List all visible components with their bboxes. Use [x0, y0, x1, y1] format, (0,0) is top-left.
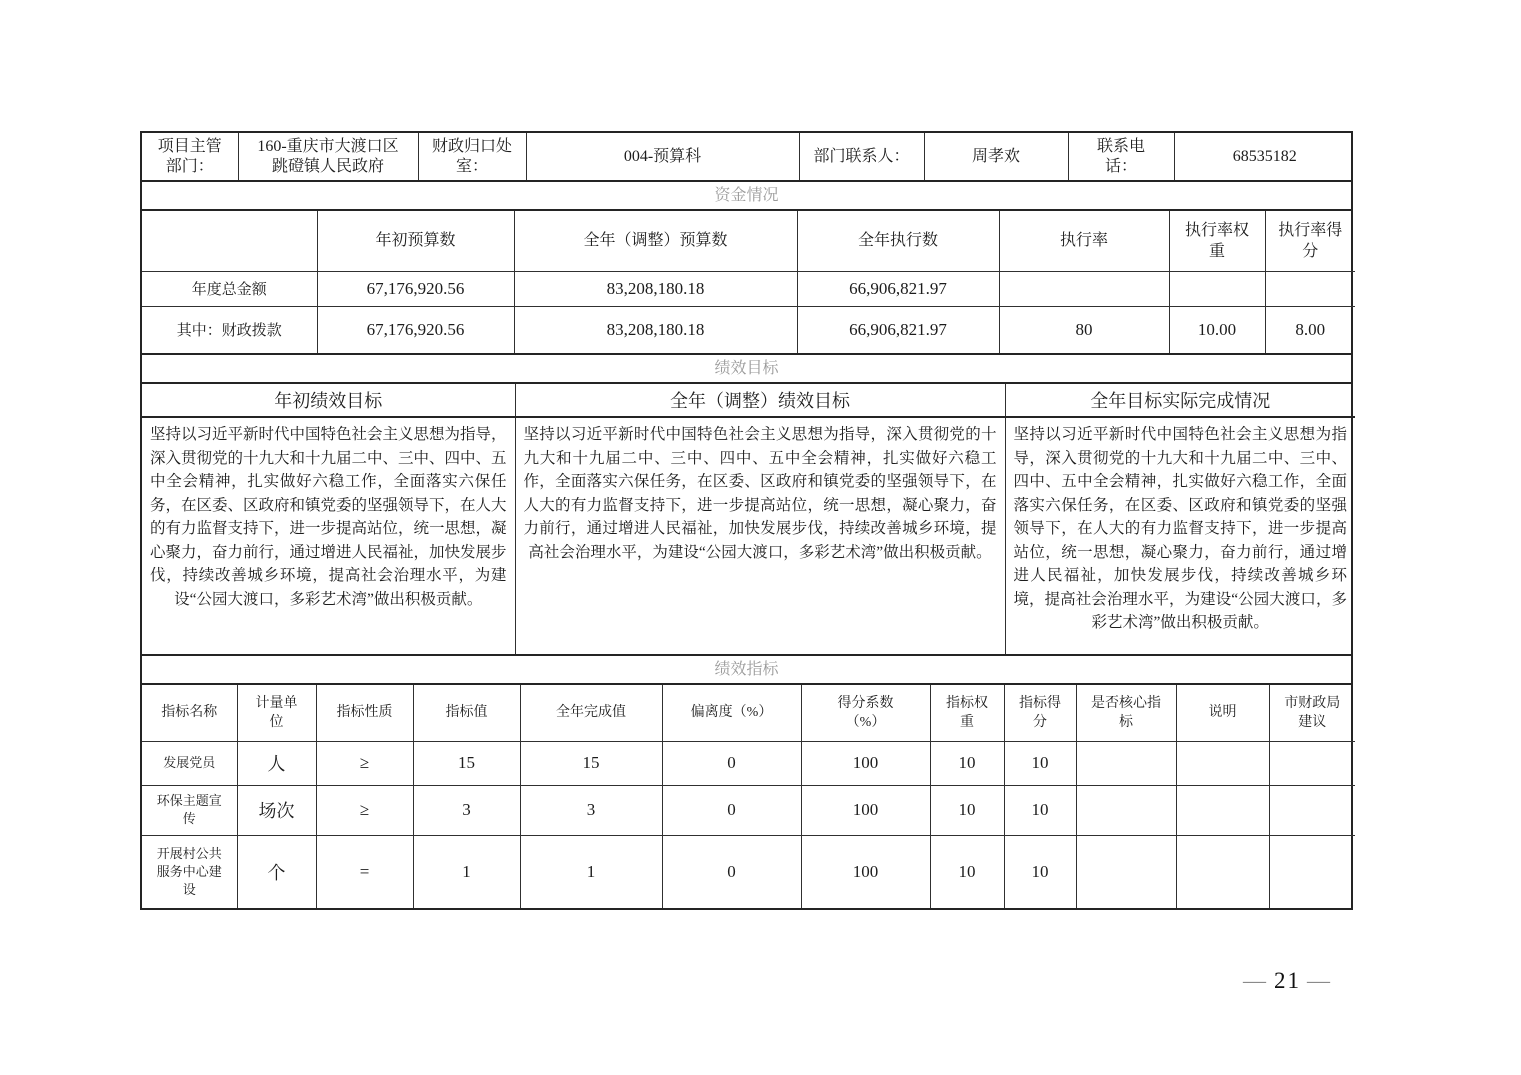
- indicator-weight: 10: [930, 835, 1004, 908]
- indicator-nature: =: [316, 835, 413, 908]
- dept-label: 项目主管部门：: [142, 133, 238, 180]
- goal-text-adjusted: 坚持以习近平新时代中国特色社会主义思想为指导，深入贯彻党的十九大和十九届二中、三中、四中、五中全会精神，扎实做好六稳工作，全面落实六保任务，在区委、区政府和镇党委的坚强领导下，在人大的有力监督支持下，进一步提高站位，统一思想，凝心聚力，奋力前行，通过增进人民福祉，加快发展步伐，持续改善城乡环境，提高社会治理水平，为建设“公园大渡口，多彩艺术湾”做出积极贡献。: [515, 417, 1005, 654]
- funding-value-cell: 66,906,821.97: [797, 306, 999, 353]
- contact-label: 部门联系人：: [799, 133, 924, 180]
- indicator-col-header: 计量单位: [237, 685, 316, 741]
- indicator-target: 3: [413, 785, 520, 835]
- indicator-deviation: 0: [662, 741, 801, 785]
- indicator-weight: 10: [930, 785, 1004, 835]
- indicator-col-header: 指标权重: [930, 685, 1004, 741]
- page-number-dash: —: [1243, 968, 1268, 993]
- indicator-completed: 15: [520, 741, 662, 785]
- funding-value-cell: 83,208,180.18: [514, 271, 797, 306]
- indicator-completed: 3: [520, 785, 662, 835]
- funding-value-cell: 83,208,180.18: [514, 306, 797, 353]
- indicators-table: [142, 685, 1355, 908]
- indicator-col-header: 市财政局建议: [1269, 685, 1355, 741]
- indicator-deviation: 0: [662, 785, 801, 835]
- funding-value-cell: 8.00: [1265, 306, 1355, 353]
- indicator-nature: ≥: [316, 741, 413, 785]
- indicator-col-header: 指标性质: [316, 685, 413, 741]
- contact-value: 周孝欢: [924, 133, 1068, 180]
- indicator-target: 1: [413, 835, 520, 908]
- indicator-col-header: 是否核心指标: [1076, 685, 1176, 741]
- goal-text-actual: 坚持以习近平新时代中国特色社会主义思想为指导，深入贯彻党的十九大和十九届二中、三中、四中、五中全会精神，扎实做好六稳工作，全面落实六保任务，在区委、区政府和镇党委的坚强领导下，在人大的有力监督支持下，进一步提高站位，统一思想，凝心聚力，奋力前行，通过增进人民福祉，加快发展步伐，持续改善城乡环境，提高社会治理水平，为建设“公园大渡口，多彩艺术湾”做出积极贡献。: [1005, 417, 1355, 654]
- indicator-name: 开展村公共服务中心建设: [142, 835, 237, 908]
- indicator-deviation: 0: [662, 835, 801, 908]
- funding-value-cell: 67,176,920.56: [317, 271, 514, 306]
- indicator-advice: [1269, 741, 1355, 785]
- indicator-core: [1076, 785, 1176, 835]
- office-value: 004-预算科: [526, 133, 799, 180]
- page-number-value: 21: [1274, 968, 1301, 993]
- indicator-col-header: 指标值: [413, 685, 520, 741]
- header-info-table: [142, 133, 1355, 180]
- phone-label: 联系电话：: [1068, 133, 1174, 180]
- indicator-score: 10: [1004, 741, 1076, 785]
- goal-col-header: 全年（调整）绩效目标: [515, 384, 1005, 417]
- section-title-indicators: 绩效指标: [142, 654, 1351, 685]
- funding-row-label: 年度总金额: [142, 271, 317, 306]
- goals-table: [142, 384, 1355, 654]
- indicator-coeff: 100: [801, 835, 930, 908]
- funding-table: [142, 211, 1355, 353]
- indicator-coeff: 100: [801, 741, 930, 785]
- funding-value-cell: 67,176,920.56: [317, 306, 514, 353]
- indicator-note: [1176, 785, 1269, 835]
- funding-value-cell: 66,906,821.97: [797, 271, 999, 306]
- funding-value-cell: 80: [999, 306, 1169, 353]
- indicator-completed: 1: [520, 835, 662, 908]
- indicator-unit: 个: [237, 835, 316, 908]
- indicator-target: 15: [413, 741, 520, 785]
- funding-col-header: 执行率: [999, 211, 1169, 271]
- indicator-name: 环保主题宣传: [142, 785, 237, 835]
- funding-col-header: 全年（调整）预算数: [514, 211, 797, 271]
- page-number-dash: —: [1307, 968, 1332, 993]
- dept-value: 160-重庆市大渡口区跳磴镇人民政府: [238, 133, 418, 180]
- performance-report-table: [140, 131, 1353, 910]
- indicator-core: [1076, 835, 1176, 908]
- office-label: 财政归口处室：: [418, 133, 526, 180]
- funding-col-header: 全年执行数: [797, 211, 999, 271]
- phone-value: 68535182: [1174, 133, 1355, 180]
- funding-value-cell: [1265, 271, 1355, 306]
- goal-col-header: 全年目标实际完成情况: [1005, 384, 1355, 417]
- indicator-note: [1176, 741, 1269, 785]
- indicator-note: [1176, 835, 1269, 908]
- funding-value-cell: [1169, 271, 1265, 306]
- indicator-score: 10: [1004, 785, 1076, 835]
- funding-col-header: [142, 211, 317, 271]
- page-number: [1243, 968, 1332, 994]
- indicator-row: [142, 741, 1355, 785]
- goal-text-initial: 坚持以习近平新时代中国特色社会主义思想为指导，深入贯彻党的十九大和十九届二中、三中、四中、五中全会精神，扎实做好六稳工作，全面落实六保任务，在区委、区政府和镇党委的坚强领导下，在人大的有力监督支持下，进一步提高站位，统一思想，凝心聚力，奋力前行，通过增进人民福祉，加快发展步伐，持续改善城乡环境，提高社会治理水平，为建设“公园大渡口，多彩艺术湾”做出积极贡献。: [142, 417, 515, 654]
- indicator-col-header: 全年完成值: [520, 685, 662, 741]
- goal-col-header: 年初绩效目标: [142, 384, 515, 417]
- indicator-row: [142, 785, 1355, 835]
- indicator-weight: 10: [930, 741, 1004, 785]
- indicator-score: 10: [1004, 835, 1076, 908]
- indicator-row: [142, 835, 1355, 908]
- funding-col-header: 执行率得分: [1265, 211, 1355, 271]
- indicator-col-header: 指标名称: [142, 685, 237, 741]
- indicator-advice: [1269, 835, 1355, 908]
- section-title-funding: 资金情况: [142, 180, 1351, 211]
- indicator-unit: 场次: [237, 785, 316, 835]
- funding-col-header: 年初预算数: [317, 211, 514, 271]
- funding-row-label: 其中：财政拨款: [142, 306, 317, 353]
- indicator-advice: [1269, 785, 1355, 835]
- indicator-name: 发展党员: [142, 741, 237, 785]
- funding-col-header: 执行率权重: [1169, 211, 1265, 271]
- indicator-col-header: 偏离度（%）: [662, 685, 801, 741]
- indicator-core: [1076, 741, 1176, 785]
- indicator-unit: 人: [237, 741, 316, 785]
- indicator-col-header: 得分系数（%）: [801, 685, 930, 741]
- indicator-col-header: 说明: [1176, 685, 1269, 741]
- section-title-goals: 绩效目标: [142, 353, 1351, 384]
- indicator-coeff: 100: [801, 785, 930, 835]
- funding-value-cell: [999, 271, 1169, 306]
- indicator-nature: ≥: [316, 785, 413, 835]
- indicator-col-header: 指标得分: [1004, 685, 1076, 741]
- funding-value-cell: 10.00: [1169, 306, 1265, 353]
